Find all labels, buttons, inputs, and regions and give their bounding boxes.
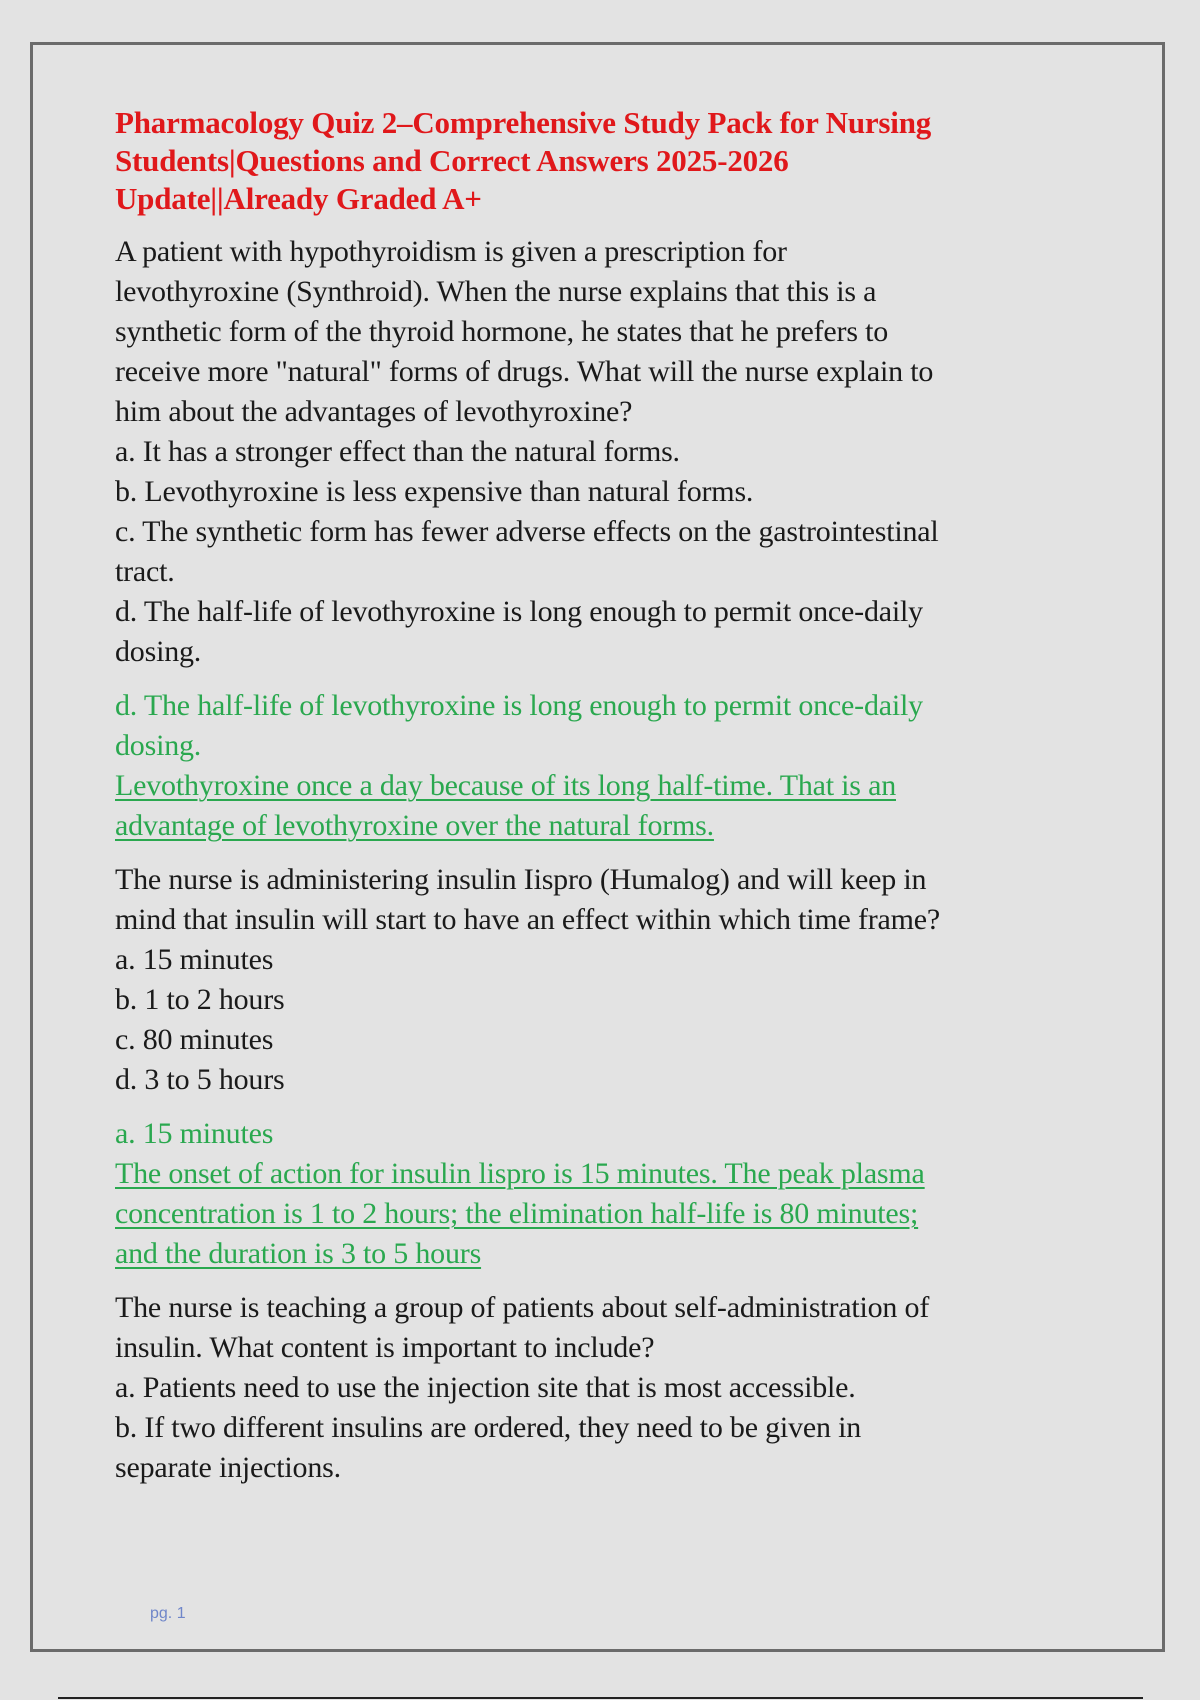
question-stem-line: him about the advantages of levothyroxine? <box>115 395 633 428</box>
option-line: a. It has a stronger effect than the natural forms. <box>115 435 680 468</box>
correct-answer-line: a. 15 minutes <box>115 1117 274 1150</box>
rationale-line: Levothyroxine once a day because of its long half-time. That is an <box>115 769 896 802</box>
rationale-line: concentration is 1 to 2 hours; the elimination half-life is 80 minutes; <box>115 1197 919 1230</box>
question-2 <box>115 860 1065 1100</box>
option-line: b. If two different insulins are ordered, they need to be given in <box>115 1411 862 1444</box>
question-stem-line: The nurse is teaching a group of patients about self-administration of <box>115 1291 930 1324</box>
option-line: separate injections. <box>115 1451 341 1484</box>
rationale-line: and the duration is 3 to 5 hours <box>115 1237 482 1270</box>
rationale-line: advantage of levothyroxine over the natural forms. <box>115 809 714 842</box>
answer-2 <box>115 1114 1065 1274</box>
question-stem-line: mind that insulin will start to have an effect within which time frame? <box>115 903 941 936</box>
option-line: b. Levothyroxine is less expensive than natural forms. <box>115 475 754 508</box>
document-content <box>115 104 1065 1502</box>
correct-answer-line: dosing. <box>115 729 202 762</box>
option-line: d. The half-life of levothyroxine is long enough to permit once-daily <box>115 595 923 628</box>
option-line: tract. <box>115 555 175 588</box>
question-stem-line: A patient with hypothyroidism is given a prescription for <box>115 235 787 268</box>
correct-answer-line: d. The half-life of levothyroxine is long enough to permit once-daily <box>115 689 923 722</box>
document-title <box>115 104 1065 218</box>
option-line: a. 15 minutes <box>115 943 274 976</box>
question-stem-line: receive more "natural" forms of drugs. What will the nurse explain to <box>115 355 934 388</box>
option-line: c. The synthetic form has fewer adverse effects on the gastrointestinal <box>115 515 939 548</box>
footer-divider <box>58 1697 1143 1699</box>
page-number: pg. 1 <box>150 1605 186 1622</box>
title-line: Students|Questions and Correct Answers 2025-2026 <box>115 143 789 178</box>
rationale-line: The onset of action for insulin lispro is 15 minutes. The peak plasma <box>115 1157 925 1190</box>
title-line: Pharmacology Quiz 2–Comprehensive Study Pack for Nursing <box>115 105 932 140</box>
question-stem-line: insulin. What content is important to include? <box>115 1331 655 1364</box>
question-stem-line: synthetic form of the thyroid hormone, he states that he prefers to <box>115 315 889 348</box>
question-stem-line: levothyroxine (Synthroid). When the nurse explains that this is a <box>115 275 877 308</box>
question-stem-line: The nurse is administering insulin Iispro (Humalog) and will keep in <box>115 863 927 896</box>
title-line: Update||Already Graded A+ <box>115 181 482 216</box>
option-line: b. 1 to 2 hours <box>115 983 285 1016</box>
question-1 <box>115 232 1065 672</box>
option-line: dosing. <box>115 635 202 668</box>
answer-1 <box>115 686 1065 846</box>
option-line: a. Patients need to use the injection site that is most accessible. <box>115 1371 856 1404</box>
question-3 <box>115 1288 1065 1488</box>
option-line: c. 80 minutes <box>115 1023 274 1056</box>
option-line: d. 3 to 5 hours <box>115 1063 285 1096</box>
